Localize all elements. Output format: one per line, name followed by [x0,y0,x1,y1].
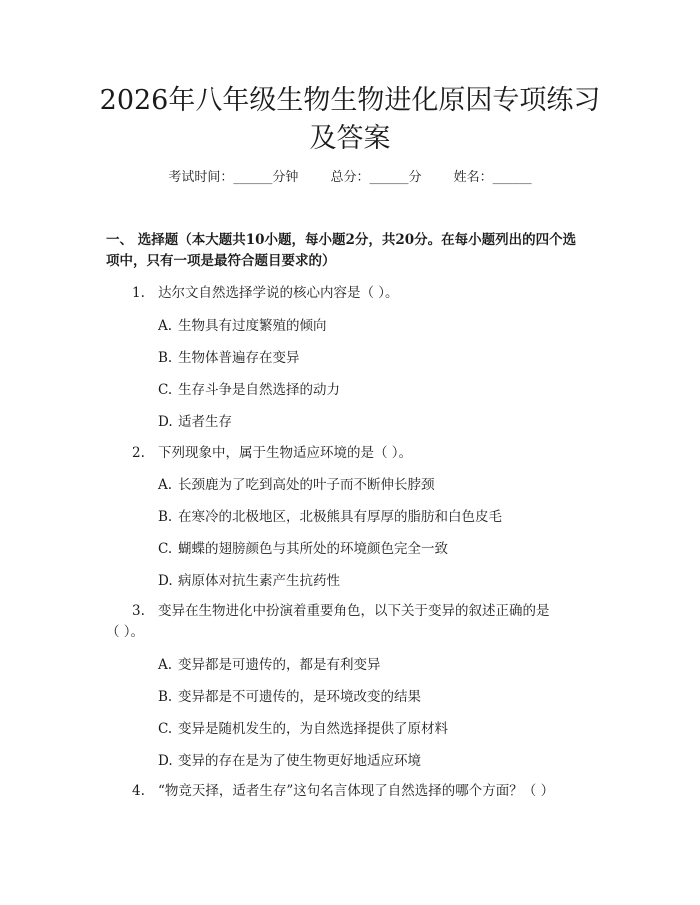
score-unit: 分 [408,170,422,185]
time-unit: 分钟 [272,170,299,185]
question-text: “物竞天择，适者生存”这句名言体现了自然选择的哪个方面？（ ） [158,783,555,799]
option-3a [158,655,598,676]
question-number: 4. [132,783,145,799]
option-text: 生物具有过度繁殖的倾向 [178,318,327,334]
option-letter: B. [158,689,173,705]
option-text: 变异都是不可遗传的，是环境改变的结果 [178,689,421,705]
question-2 [106,443,596,464]
question-number: 2. [132,445,145,461]
option-text: 变异的存在是为了使生物更好地适应环境 [178,753,421,769]
option-text: 病原体对抗生素产生抗药性 [178,573,340,589]
option-2b [158,507,598,528]
option-1d [158,412,598,433]
option-2c [158,539,598,560]
option-text: 适者生存 [178,414,232,430]
question-4 [106,781,596,802]
option-2a [158,475,598,496]
option-3c [158,719,598,740]
option-letter: D. [158,414,173,430]
question-3 [106,601,596,643]
question-text: 达尔文自然选择学说的核心内容是（ ）。 [158,285,399,301]
option-1b [158,348,598,369]
time-blank: ______ [233,170,273,185]
option-letter: A. [158,477,173,493]
option-letter: D. [158,753,173,769]
option-letter: C. [158,382,173,398]
question-1 [106,283,596,304]
question-number: 1. [132,285,145,301]
name-label: 姓名： [453,170,493,185]
section-heading [106,230,606,272]
option-text: 变异是随机发生的，为自然选择提供了原材料 [178,721,448,737]
question-text-line2: （ ）。 [106,624,145,640]
time-label: 考试时间： [168,170,234,185]
question-text: 下列现象中，属于生物适应环境的是（ ）。 [158,445,413,461]
score-blank: ______ [369,170,409,185]
question-number: 3. [132,603,145,619]
option-letter: A. [158,657,173,673]
option-2d [158,571,598,592]
option-text: 蝴蝶的翅膀颜色与其所处的环境颜色完全一致 [178,541,448,557]
page-title: 2026年八年级生物生物进化原因专项练习及答案 [99,85,601,154]
option-text: 长颈鹿为了吃到高处的叶子而不断伸长脖颈 [178,477,435,493]
option-letter: A. [158,318,173,334]
section-heading-line2: 项中，只有一项是最符合题目要求的） [106,253,336,269]
option-1c [158,380,598,401]
option-1a [158,316,598,337]
option-text: 生存斗争是自然选择的动力 [178,382,340,398]
option-letter: C. [158,721,173,737]
score-label: 总分： [330,170,370,185]
exam-info-line [0,168,700,188]
option-text: 在寒冷的北极地区，北极熊具有厚厚的脂肪和白色皮毛 [178,509,502,525]
question-text-line1: 变异在生物进化中扮演着重要角色，以下关于变异的叙述正确的是 [158,603,550,619]
option-letter: B. [158,509,173,525]
option-letter: D. [158,573,173,589]
section-heading-line1: 一、 选择题（本大题共10小题，每小题2分，共20分。在每小题列出的四个选 [106,232,577,248]
name-blank: ______ [492,170,532,185]
option-3b [158,687,598,708]
option-letter: B. [158,350,173,366]
option-text: 变异都是可遗传的，都是有利变异 [178,657,381,673]
option-letter: C. [158,541,173,557]
option-text: 生物体普遍存在变异 [178,350,300,366]
option-3d [158,751,598,772]
